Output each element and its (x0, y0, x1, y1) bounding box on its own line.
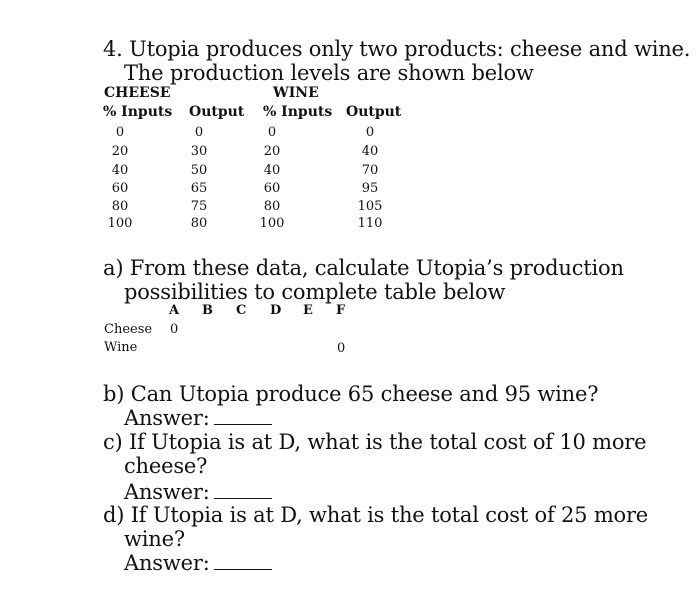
cheese-group-header: CHEESE (104, 85, 171, 101)
column-header-wine-output: Output (346, 104, 402, 120)
table-cell: 20 (263, 144, 281, 159)
answer-blank[interactable] (214, 568, 272, 570)
cheese-value-a: 0 (170, 322, 179, 337)
part-d-line-2: wine? (124, 527, 185, 551)
table-cell: 30 (190, 144, 208, 159)
column-header-cheese-output: Output (189, 104, 245, 120)
table-cell: 100 (259, 216, 285, 231)
table-cell: 70 (361, 163, 379, 178)
part-d-answer (124, 551, 272, 575)
table-cell: 105 (357, 199, 383, 214)
answer-label: Answer: (124, 551, 210, 575)
column-letter-d: D (270, 303, 282, 318)
answer-label: Answer: (124, 406, 210, 430)
part-a-line-1: a) From these data, calculate Utopia’s production (103, 256, 624, 280)
part-d-line-1: d) If Utopia is at D, what is the total cost of 25 more (103, 503, 649, 527)
table-cell: 75 (190, 199, 208, 214)
table-cell: 20 (111, 144, 129, 159)
wine-row-label: Wine (104, 340, 138, 355)
table-cell: 0 (365, 125, 375, 140)
table-cell: 0 (115, 125, 125, 140)
part-a-line-2: possibilities to complete table below (124, 280, 506, 304)
column-letter-b: B (202, 303, 213, 318)
table-cell: 60 (263, 181, 281, 196)
part-c-answer (124, 480, 272, 504)
table-cell: 110 (357, 216, 383, 231)
part-b-answer (124, 406, 272, 430)
table-cell: 60 (111, 181, 129, 196)
answer-blank[interactable] (214, 497, 272, 499)
column-letter-f: F (336, 303, 346, 318)
table-cell: 0 (194, 125, 204, 140)
table-cell: 50 (190, 163, 208, 178)
answer-label: Answer: (124, 480, 210, 504)
table-cell: 80 (263, 199, 281, 214)
wine-group-header: WINE (273, 85, 319, 101)
part-c-line-1: c) If Utopia is at D, what is the total cost of 10 more (103, 430, 647, 454)
cheese-row-label: Cheese (104, 322, 153, 337)
table-cell: 40 (361, 144, 379, 159)
column-letter-a: A (169, 303, 180, 318)
table-cell: 95 (361, 181, 379, 196)
table-cell: 100 (107, 216, 133, 231)
part-b-line-1: b) Can Utopia produce 65 cheese and 95 wine? (103, 382, 599, 406)
table-cell: 0 (267, 125, 277, 140)
table-cell: 80 (111, 199, 129, 214)
table-cell: 40 (111, 163, 129, 178)
column-letter-e: E (303, 303, 313, 318)
column-letter-c: C (236, 303, 247, 318)
answer-blank[interactable] (214, 423, 272, 425)
table-cell: 65 (190, 181, 208, 196)
part-c-line-2: cheese? (124, 454, 208, 478)
table-cell: 80 (190, 216, 208, 231)
question-4-line-1: 4. Utopia produces only two products: cheese and wine. (103, 37, 691, 61)
column-header-wine-inputs: % Inputs (263, 104, 333, 120)
wine-value-f: 0 (337, 341, 346, 356)
table-cell: 40 (263, 163, 281, 178)
column-header-cheese-inputs: % Inputs (103, 104, 173, 120)
question-4-line-2: The production levels are shown below (124, 61, 534, 85)
